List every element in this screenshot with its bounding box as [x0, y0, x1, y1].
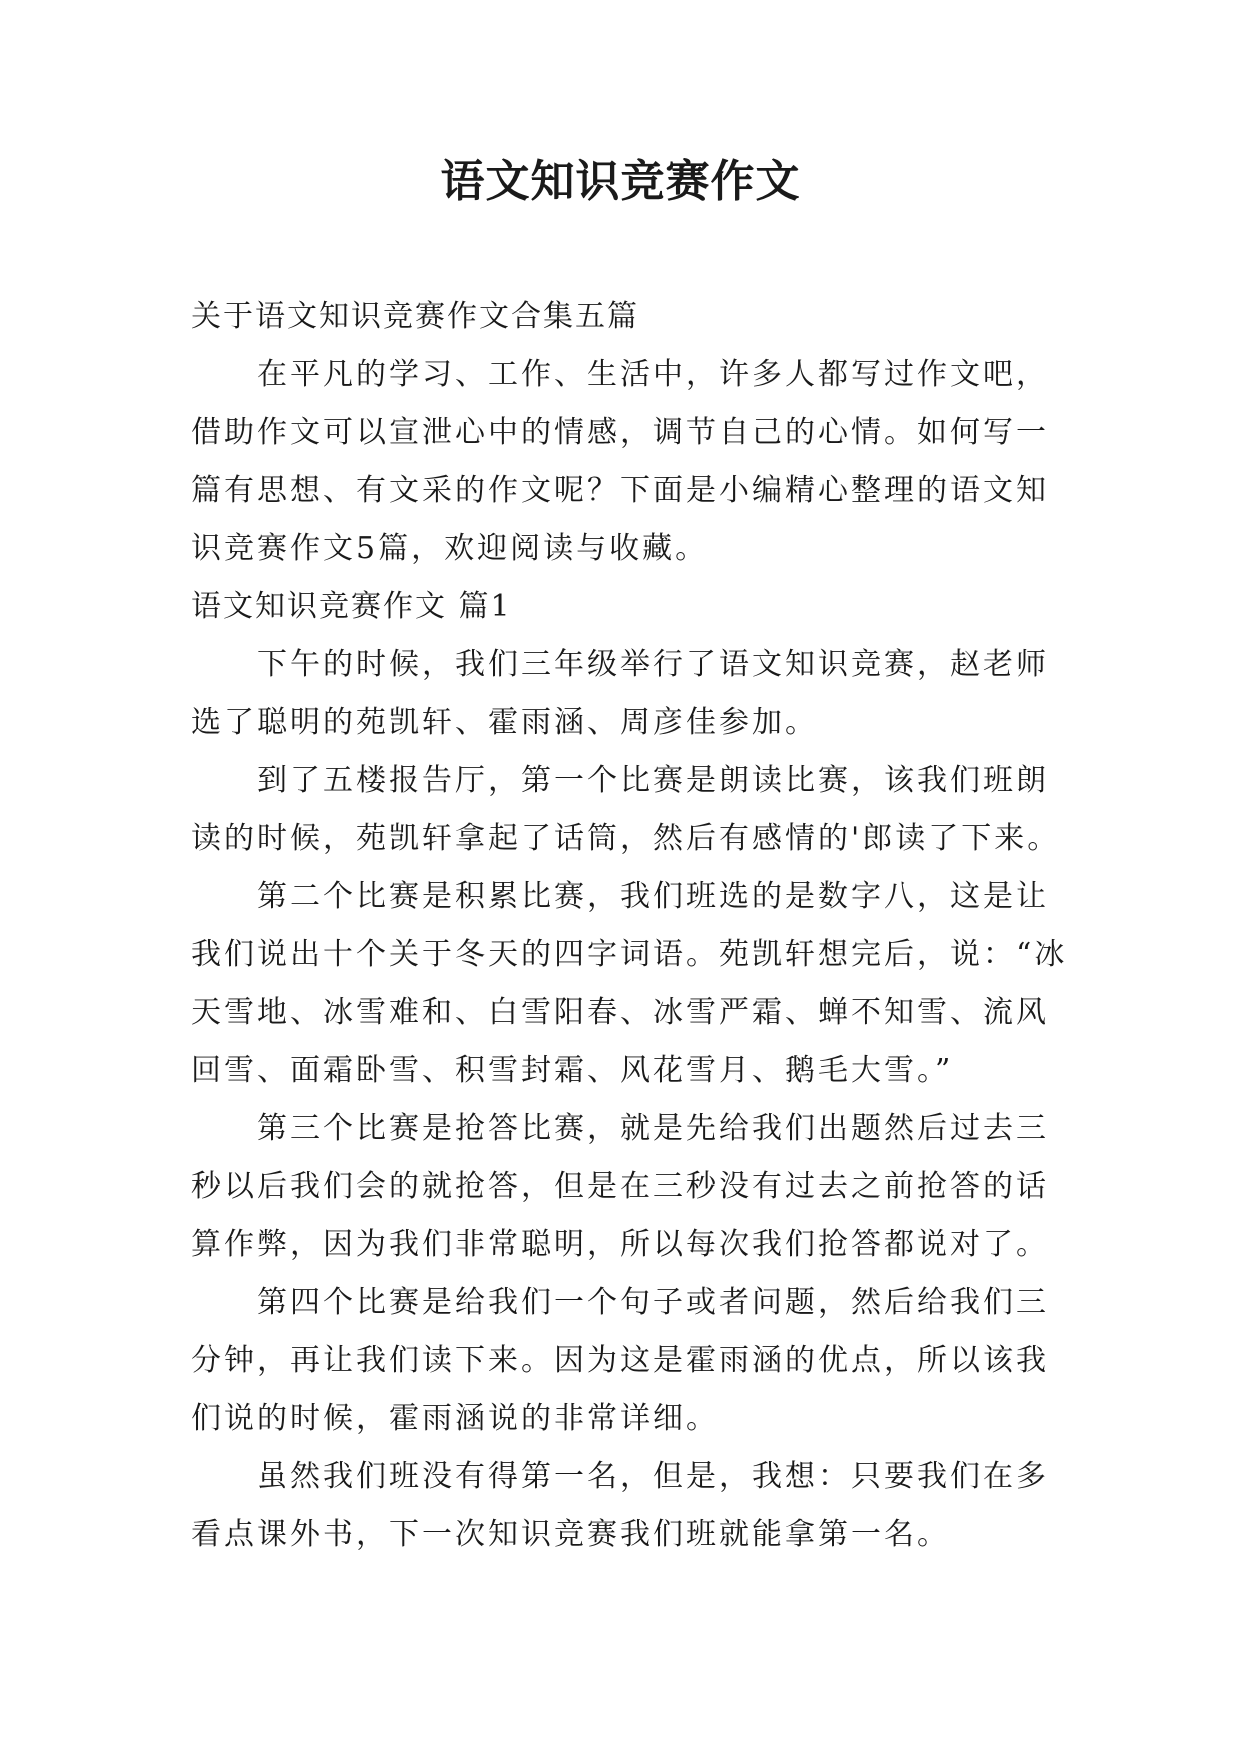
collection-heading: 关于语文知识竞赛作文合集五篇 — [191, 299, 639, 334]
body-paragraph: 第二个比赛是积累比赛，我们班选的是数字八，这是让我们说出十个关于冬天的四字词语。苑凯轩想完后，说：“冰天雪地、冰雪难和、白雪阳春、冰雪严霜、蝉不知雪、流风回雪、面霜卧雪、积雪封霜、风花雪月、鹅毛大雪。” — [191, 879, 1068, 1088]
body-paragraph: 下午的时候，我们三年级举行了语文知识竞赛，赵老师选了聪明的苑凯轩、霍雨涵、周彦佳参加。 — [191, 647, 1049, 740]
body-paragraph: 到了五楼报告厅，第一个比赛是朗读比赛，该我们班朗读的时候，苑凯轩拿起了话筒，然后有感情的'郎读了下来。 — [191, 763, 1061, 856]
document-title: 语文知识竞赛作文 — [440, 156, 801, 207]
section-heading: 语文知识竞赛作文 篇1 — [191, 589, 512, 624]
body-paragraph: 虽然我们班没有得第一名，但是，我想：只要我们在多看点课外书，下一次知识竞赛我们班就能拿第一名。 — [191, 1459, 1049, 1552]
document-body — [191, 288, 1071, 1564]
body-paragraph: 第四个比赛是给我们一个句子或者问题，然后给我们三分钟，再让我们读下来。因为这是霍雨涵的优点，所以该我们说的时候，霍雨涵说的非常详细。 — [191, 1285, 1049, 1436]
intro-paragraph: 在平凡的学习、工作、生活中，许多人都写过作文吧，借助作文可以宣泄心中的情感，调节自己的心情。如何写一篇有思想、有文采的作文呢？下面是小编精心整理的语文知识竞赛作文5篇，欢迎阅读与收藏。 — [191, 357, 1049, 566]
body-paragraph: 第三个比赛是抢答比赛，就是先给我们出题然后过去三秒以后我们会的就抢答，但是在三秒没有过去之前抢答的话算作弊，因为我们非常聪明，所以每次我们抢答都说对了。 — [191, 1111, 1049, 1262]
